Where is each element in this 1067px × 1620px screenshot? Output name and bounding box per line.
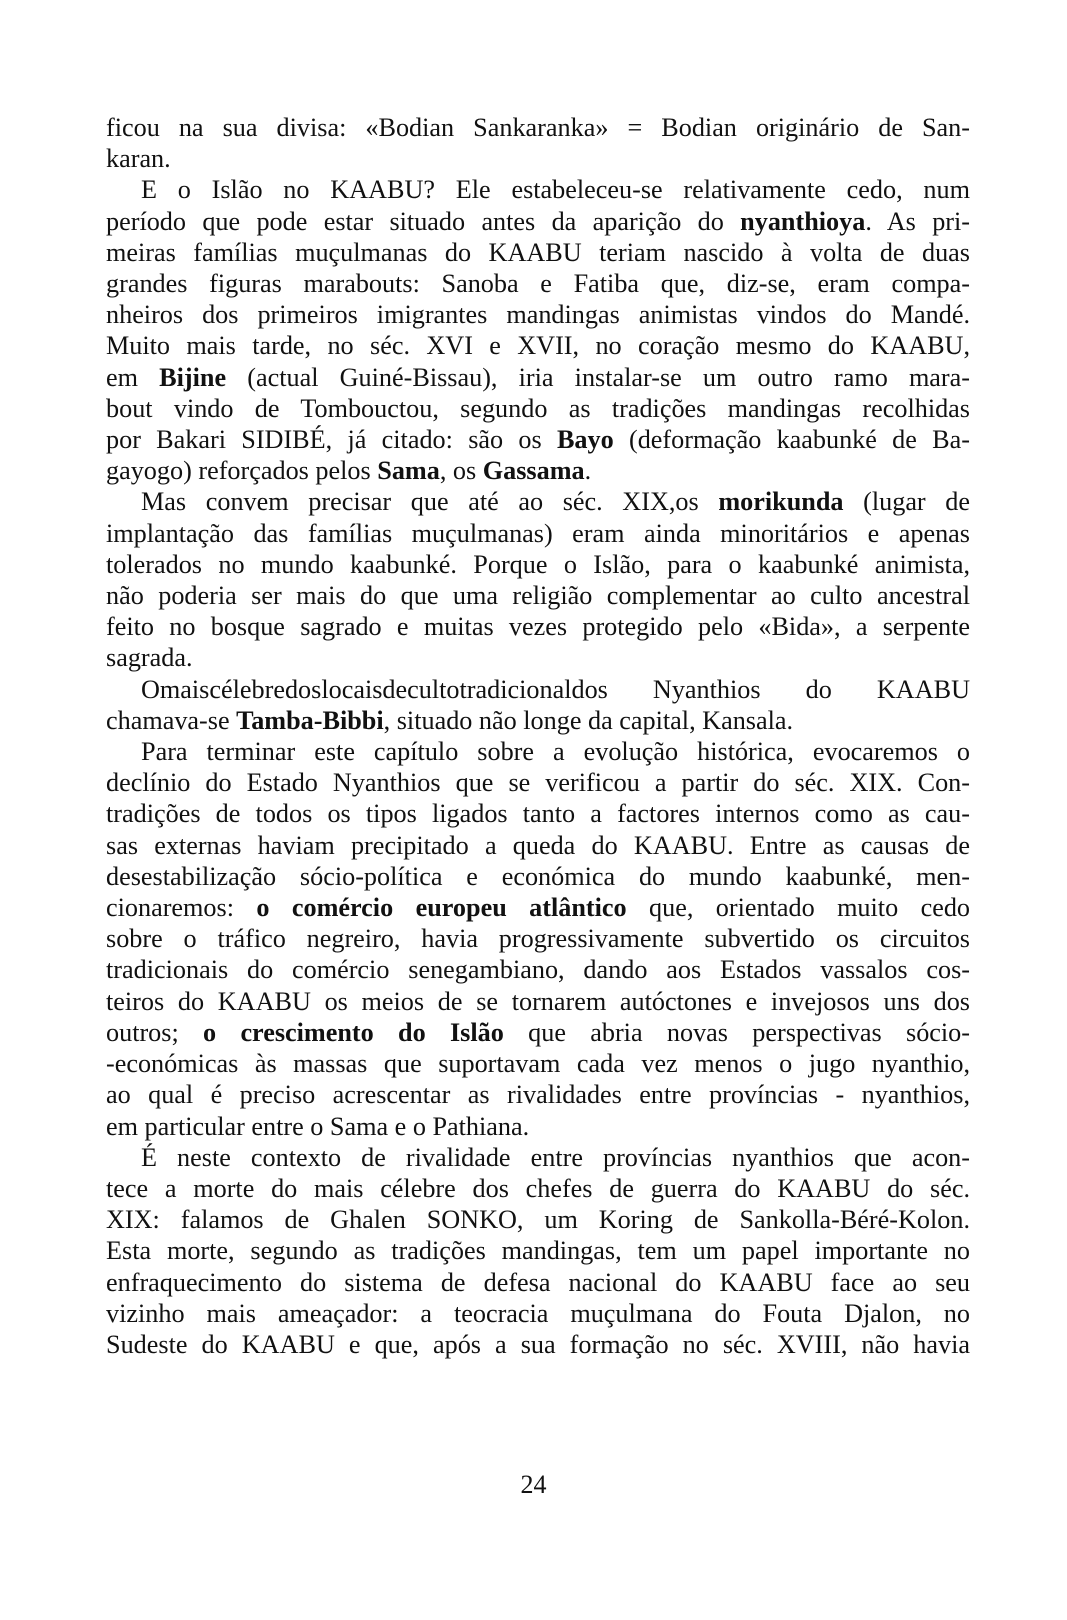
text-line [106,1173,970,1204]
text-line [106,642,970,673]
text-run: . As pri- [865,206,971,236]
bold-term: morikunda [718,487,844,517]
text-line [106,268,970,299]
text-run: karan. [106,144,171,174]
text-line [106,486,970,517]
text-line [106,580,970,611]
text-run: desestabilização sócio-política e económica do mundo kaabunké, men- [106,861,970,891]
text-run: cionaremos: [106,893,257,923]
text-run: implantação das famílias muçulmanas) eram ainda minoritários e apenas [106,518,970,548]
text-run: Omaiscélebredoslocaisdecultotradicionaldos Nyanthios do KAABU [141,674,970,704]
text-run: outros; [106,1017,204,1047]
text-run: grandes figuras marabouts: Sanoba e Fatiba que, diz-se, eram compa- [106,269,970,299]
text-run: que abria novas perspectivas sócio- [503,1017,970,1047]
text-run: ficou na sua divisa: «Bodian Sankaranka» = Bodian originário de San- [106,113,970,142]
bold-term: Gassama [482,456,585,486]
bold-term: nyanthioya [740,206,866,236]
text-line [106,861,970,892]
text-run: vizinho mais ameaçador: a teocracia muçulmana do Fouta Djalon, no [106,1298,970,1328]
text-line [106,174,970,205]
text-run: enfraquecimento do sistema de defesa nacional do KAABU face ao seu [106,1267,970,1297]
bold-term: Bijine [159,362,227,392]
page-number: 24 [520,1470,547,1499]
text-run: (deformação kaabunké de Ba- [613,425,970,455]
text-run: Para terminar este capítulo sobre a evolução histórica, evocaremos o [141,737,970,767]
text-run: -económicas às massas que suportavam cada vez menos o jugo nyanthio, [106,1049,970,1079]
text-run: chamava-se [106,705,237,735]
text-run: declínio do Estado Nyanthios que se verificou a partir do séc. XIX. Con- [106,768,970,798]
text-line [106,830,970,861]
paragraph [106,112,970,174]
bold-term: Tamba-Bibbi [236,705,384,735]
text-line [106,1204,970,1235]
text-run: XIX: falamos de Ghalen SONKO, um Koring de Sankolla-Béré-Kolon. [106,1205,970,1235]
text-line [106,518,970,549]
text-run: (actual Guiné-Bissau), iria instalar-se um outro ramo mara- [226,362,970,392]
text-run: período que pode estar situado antes da aparição do [106,206,741,236]
text-line [106,299,970,330]
text-run: em [106,362,160,392]
text-line [106,206,970,237]
text-line [106,705,970,736]
text-line [106,1017,970,1048]
text-run: . [584,456,592,486]
text-run: sagrada. [106,643,193,673]
text-run: sobre o tráfico negreiro, havia progressivamente subvertido os circuitos [106,924,970,954]
paragraph [106,736,970,1142]
text-line [106,549,970,580]
text-run: por Bakari SIDIBÉ, já citado: são os [106,425,557,455]
text-line [106,1142,970,1173]
text-run: feito no bosque sagrado e muitas vezes protegido pelo «Bida», a serpente [106,612,970,642]
text-run: Sudeste do KAABU e que, após a sua formação no séc. XVIII, não havia [106,1329,970,1359]
text-run: em particular entre o Sama e o Pathiana. [106,1111,530,1141]
text-run: (lugar de [843,487,971,517]
text-line [106,1079,970,1110]
bold-term: Sama [377,456,440,486]
text-line [106,112,970,143]
text-run: sas externas haviam precipitado a queda do KAABU. Entre as causas de [106,830,970,860]
text-run: , os [439,456,483,486]
bold-term: Bayo [556,425,614,455]
text-line [106,674,970,705]
text-line [106,1235,970,1266]
text-run: Esta morte, segundo as tradições mandingas, tem um papel importante no [106,1236,970,1266]
text-run: nheiros dos primeiros imigrantes mandingas animistas vindos do Mandé. [106,300,970,330]
bold-term: o comércio europeu atlântico [256,893,627,923]
text-run: Muito mais tarde, no séc. XVI e XVII, no coração mesmo do KAABU, [106,331,970,361]
text-run: Mas convem precisar que até ao séc. XIX,os [141,487,719,517]
text-run: que, orientado muito cedo [626,893,971,923]
text-line [106,1298,970,1329]
text-line [106,1048,970,1079]
text-run: tece a morte do mais célebre dos chefes de guerra do KAABU do séc. [106,1173,970,1203]
text-run: teiros do KAABU os meios de se tornarem autóctones e invejosos uns dos [106,986,970,1016]
text-line [106,923,970,954]
text-line [106,143,970,174]
text-line [106,237,970,268]
paragraph [106,174,970,486]
text-run: , situado não longe da capital, Kansala. [383,705,794,735]
text-line [106,455,970,486]
text-line [106,1111,970,1142]
text-run: ao qual é preciso acrescentar as rivalidades entre províncias - nyanthios, [106,1080,970,1110]
text-line [106,767,970,798]
text-line [106,611,970,642]
bold-term: o crescimento do Islão [203,1017,504,1047]
body-text [106,112,970,1360]
text-run: É neste contexto de rivalidade entre províncias nyanthios que acon- [141,1142,970,1172]
text-line [106,1329,970,1360]
paragraph [106,1142,970,1360]
text-line [106,330,970,361]
text-run: tolerados no mundo kaabunké. Porque o Islão, para o kaabunké animista, [106,549,970,579]
text-line [106,424,970,455]
paragraph [106,674,970,736]
text-line [106,1267,970,1298]
text-line [106,393,970,424]
text-line [106,986,970,1017]
text-line [106,798,970,829]
text-line [106,954,970,985]
text-line [106,362,970,393]
text-run: tradições de todos os tipos ligados tanto a factores internos como as cau- [106,799,970,829]
text-run: E o Islão no KAABU? Ele estabeleceu-se relativamente cedo, num [141,175,970,205]
text-line [106,736,970,767]
text-run: gayogo) reforçados pelos [106,456,378,486]
text-run: não poderia ser mais do que uma religião complementar ao culto ancestral [106,581,970,611]
text-line [106,892,970,923]
text-run: bout vindo de Tombouctou, segundo as tradições mandingas recolhidas [106,393,970,423]
paragraph [106,486,970,673]
text-run: meiras famílias muçulmanas do KAABU teriam nascido à volta de duas [106,237,970,267]
text-run: tradicionais do comércio senegambiano, dando aos Estados vassalos cos- [106,955,970,985]
